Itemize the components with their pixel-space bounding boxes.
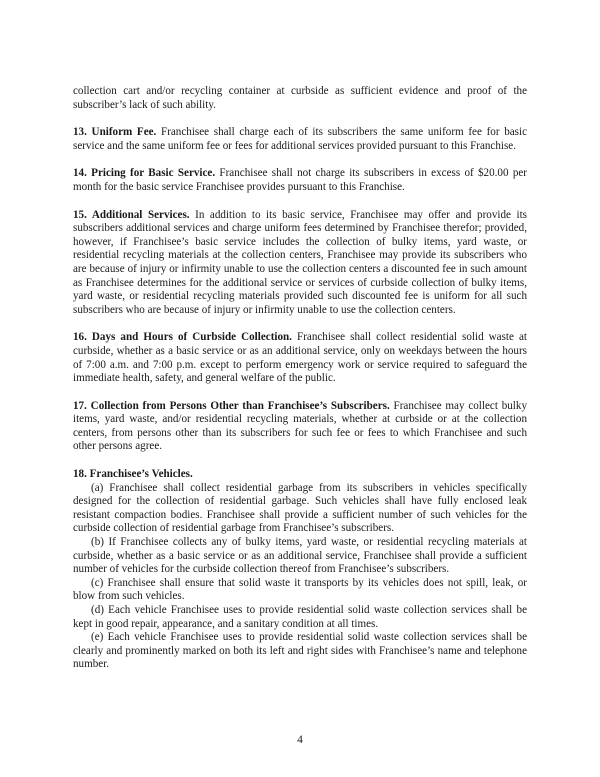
section-heading: 18. Franchisee’s Vehicles. (73, 468, 193, 481)
section-text: Franchisee shall charge each of its subscribers the same uniform fee for basic service and the same uniform fee or fees for additional services provided pursuant to this Franchise. (73, 126, 528, 152)
section-17 (73, 400, 527, 454)
subsection-c: (c) Franchisee shall ensure that solid waste it transports by its vehicles does not spill, leak, or blow from such vehicles. (73, 576, 527, 603)
section-text: Franchisee may collect bulky items, yard waste, and/or residential recycling materials, whether at curbside or at the collection centers, from persons other than its subscribers for such fee or fees to which Franchisee and such other persons agree. (73, 399, 527, 453)
section-heading: 15. Additional Services. (73, 208, 190, 221)
section-heading: 17. Collection from Persons Other than Franchisee’s Subscribers. (73, 399, 390, 412)
section-text: In addition to its basic service, Franchisee may offer and provide its subscribers additional services and charge uniform fees determined by Franchisee therefor; provided, however, if Franchisee’s basic service includes the collection of bulky items, yard waste, or residential recycling materials at the collection centers, Franchisee may provide its subscribers who are because of injury or infirmity unable to use the collection centers a discounted fee in such amount as Franchisee determines for the additional service or services of curbside collection of bulky items, yard waste, or residential recycling materials provided such discounted fee is uniform for all such subscribers who are because of injury or infirmity unable to use the collection centers. (73, 208, 527, 316)
section-text: Franchisee shall not charge its subscribers in excess of $20.00 per month for the basic service Franchisee provides pursuant to this Franchise. (73, 167, 527, 193)
section-heading: 14. Pricing for Basic Service. (73, 167, 216, 180)
section-18 (73, 468, 527, 672)
section-13 (73, 126, 527, 153)
section-heading: 16. Days and Hours of Curbside Collection. (73, 331, 292, 344)
subsection-e: (e) Each vehicle Franchisee uses to provide residential solid waste collection services shall be clearly and prominently marked on both its left and right sides with Franchisee’s name and telephone number. (73, 631, 527, 671)
section-heading: 13. Uniform Fee. (73, 126, 157, 139)
subsection-b: (b) If Franchisee collects any of bulky items, yard waste, or residential recycling materials at curbside, whether as a basic service or as an additional service, Franchisee shall provide a sufficient number of vehicles for the curbside collection thereof from Franchisee’s subscribers. (73, 536, 527, 576)
subsection-d: (d) Each vehicle Franchisee uses to provide residential solid waste collection services shall be kept in good repair, appearance, and a sanitary condition at all times. (73, 604, 527, 630)
page-number: 4 (297, 734, 303, 746)
section-16 (73, 331, 527, 385)
subsection-a: (a) Franchisee shall collect residential garbage from its subscribers in vehicles specifically designed for the collection of residential garbage. Such vehicles shall have fully enclosed leak resistant compaction bodies. Franchisee shall provide a sufficient number of such vehicles for the curbside collection of residential garbage from Franchisee’s subscribers. (73, 481, 527, 535)
section-14 (73, 167, 527, 194)
section-15 (73, 209, 527, 318)
intro-paragraph: collection cart and/or recycling container at curbside as sufficient evidence and proof of the subscriber’s lack of such ability. (73, 85, 527, 111)
section-text: Franchisee shall collect residential solid waste at curbside, whether as a basic service or as an additional service, only on weekdays between the hours of 7:00 a.m. and 7:00 p.m. except to perform emergency work or service required to safeguard the immediate health, safety, and general welfare of the public. (73, 331, 527, 385)
